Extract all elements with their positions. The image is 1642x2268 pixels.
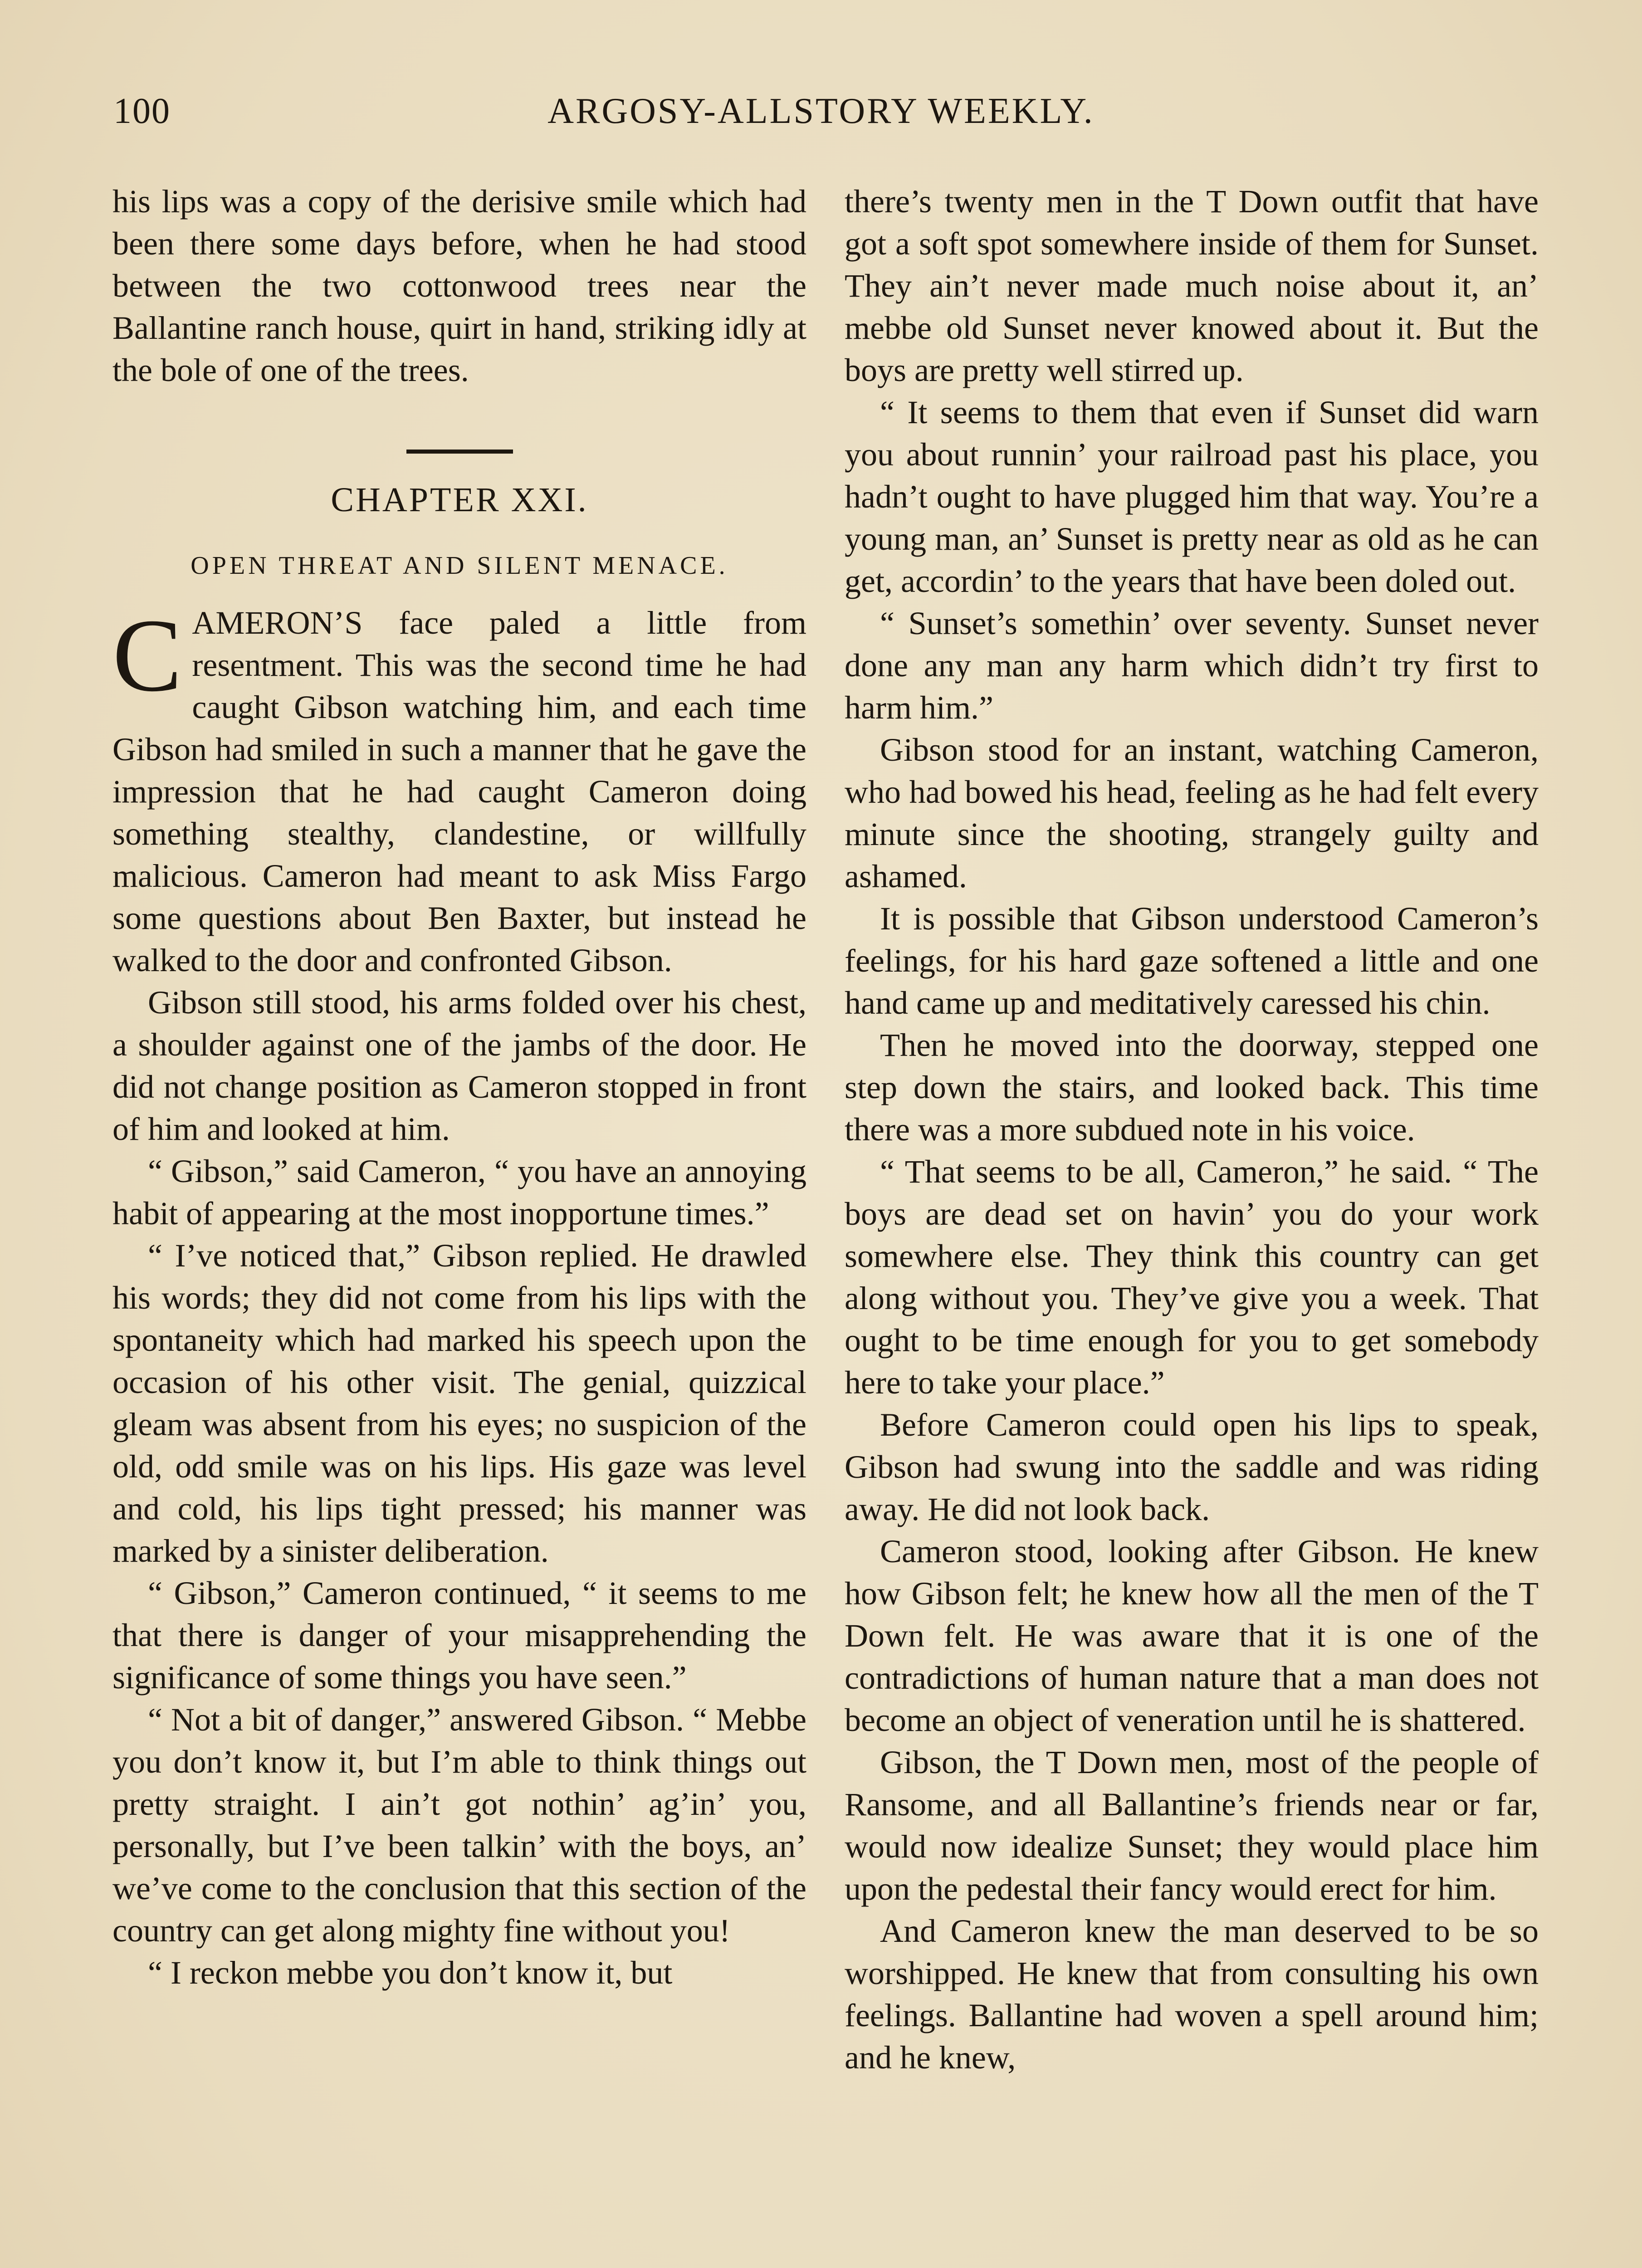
paragraph: “ That seems to be all, Cameron,” he said. “ The boys are dead set on havin’ you do your work somewhere else. They think this country can get along without you. They’ve give you a week. That ought to be time enough for you to get somebody here to take your place.” [845, 1154, 1539, 1401]
running-head: ARGOSY-ALLSTORY WEEKLY. [547, 91, 1095, 131]
paragraph: It is possible that Gibson understood Cameron’s feelings, for his hard gaze softened a little and one hand came up and meditatively caressed his chin. [845, 900, 1539, 1021]
paragraph: Before Cameron could open his lips to speak, Gibson had swung into the saddle and was riding away. He did not look back. [845, 1407, 1539, 1527]
left-column [112, 181, 806, 1994]
paragraph: “ I reckon mebbe you don’t know it, but [148, 1955, 673, 1991]
paragraph: his lips was a copy of the derisive smile which had been there some days before, when he had stood between the two cottonwood trees near the Ballantine ranch house, quirt in hand, striking idly at the bole of one of the trees. [112, 183, 806, 388]
drop-cap: C [112, 597, 182, 713]
paragraph: “ Not a bit of danger,” answered Gibson. “ Mebbe you don’t know it, but I’m able to think things out pretty straight. I ain’t got nothin’ ag’in’ you, personally, but I’ve been talkin’ with the boys, an’ we’ve come to the conclusion that this section of the country can get along mighty fine without you! [112, 1701, 806, 1949]
paragraph: Then he moved into the doorway, stepped one step down the stairs, and looked back. This time there was a more subdued note in his voice. [845, 1027, 1539, 1148]
right-column [845, 181, 1539, 2079]
chapter-title: CHAPTER XXI. [331, 481, 588, 519]
paragraph: Gibson stood for an instant, watching Cameron, who had bowed his head, feeling as he had felt every minute since the shooting, strangely guilty and ashamed. [845, 732, 1539, 894]
paragraph-dropcap [112, 597, 806, 982]
paragraph: “ Gibson,” said Cameron, “ you have an annoying habit of appearing at the most inopportune times.” [112, 1153, 806, 1232]
page-header [113, 91, 1529, 141]
paragraph: Gibson, the T Down men, most of the people of Ransome, and all Ballantine’s friends near or far, would now idealize Sunset; they would place him upon the pedestal their fancy would erect for him. [845, 1744, 1539, 1907]
page-number: 100 [113, 91, 171, 131]
section-divider [406, 450, 513, 454]
chapter-subtitle: OPEN THREAT AND SILENT MENACE. [191, 552, 728, 580]
paragraph: “ It seems to them that even if Sunset did warn you about runnin’ your railroad past his place, you hadn’t ought to have plugged him that way. You’re a young man, an’ Sunset is pretty near as old as he can get, accordin’ to the years that have been doled out. [845, 394, 1539, 599]
paragraph: “ Sunset’s somethin’ over seventy. Sunset never done any man any harm which didn’t try first to harm him.” [845, 605, 1539, 726]
paragraph: there’s twenty men in the T Down outfit that have got a soft spot somewhere inside of them for Sunset. They ain’t never made much noise about it, an’ mebbe old Sunset never knowed about it. But the boys are pretty well stirred up. [845, 183, 1539, 388]
paragraph: “ Gibson,” Cameron continued, “ it seems to me that there is danger of your misapprehending the significance of some things you have seen.” [112, 1575, 806, 1696]
paragraph: And Cameron knew the man deserved to be so worshipped. He knew that from consulting his own feelings. Ballantine had woven a spell around him; and he knew, [845, 1913, 1539, 2076]
paragraph: Cameron stood, looking after Gibson. He knew how Gibson felt; he knew how all the men of the T Down felt. He was aware that it is one of the contradictions of human nature that a man does not become an object of veneration until he is shattered. [845, 1533, 1539, 1738]
paragraph: “ I’ve noticed that,” Gibson replied. He drawled his words; they did not come from his lips with the spontaneity which had marked his speech upon the occasion of his other visit. The genial, quizzical gleam was absent from his eyes; no suspicion of the old, odd smile was on his lips. His gaze was level and cold, his lips tight pressed; his manner was marked by a sinister deliberation. [112, 1237, 806, 1569]
paragraph: Gibson still stood, his arms folded over his chest, a shoulder against one of the jambs of the door. He did not change position as Cameron stopped in front of him and looked at him. [112, 984, 806, 1147]
paragraph-text: AMERON’S face paled a little from resentment. This was the second time he had caught Gibson watching him, and each time Gibson had smiled in such a manner that he gave the impression that he had caught Cameron doing something stealthy, clandestine, or willfully malicious. Cameron had meant to ask Miss Fargo some questions about Ben Baxter, but instead he walked to the door and confronted Gibson. [112, 605, 806, 978]
